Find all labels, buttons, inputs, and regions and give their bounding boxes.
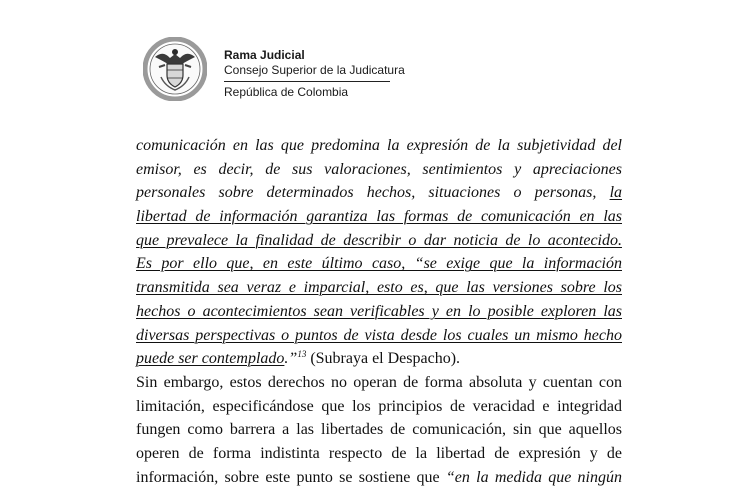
footnote-reference: 13 xyxy=(297,349,307,360)
quoted-paragraph xyxy=(136,134,622,371)
body-paragraph xyxy=(136,371,622,489)
underlined-line: que prevalece la finalidad de describir o dar noticia de lo acontecido. xyxy=(136,231,622,249)
letterhead xyxy=(143,37,403,101)
institution-name-block xyxy=(224,48,405,100)
closing-quote: .” xyxy=(284,350,298,368)
text-line: emisor, es decir, de sus valoraciones, sentimientos y apreciaciones xyxy=(136,160,622,178)
text-line: operen de forma indistinta respecto de la libertad de expresión y de xyxy=(136,445,622,463)
text-line xyxy=(136,181,622,205)
underlined-line: libertad de información garantiza las formas de comunicación en las xyxy=(136,208,622,226)
underlined-line: Es por ello que, en este último caso, “se exige que la información xyxy=(136,255,622,273)
text-line: fungen como barrera a las libertades de comunicación, sin que aquellos xyxy=(136,421,622,439)
underlined-segment: puede ser contemplado xyxy=(136,350,285,368)
text-segment: información, sobre este punto se sostiene que xyxy=(136,468,440,486)
text-line: comunicación en las que predomina la expresión de la subjetividad del xyxy=(136,137,622,154)
coat-of-arms-seal-icon xyxy=(143,37,207,101)
underlined-segment: la xyxy=(609,184,623,202)
text-line: limitación, especificándose que los principios de veracidad e integridad xyxy=(136,397,622,415)
text-line xyxy=(136,347,622,371)
institution-line-rama-judicial: Rama Judicial xyxy=(224,48,305,62)
text-line: Sin embargo, estos derechos no operan de forma absoluta y cuentan con xyxy=(136,374,622,391)
underlined-line: hechos o acontecimientos sean verificables y en lo posible exploren las xyxy=(136,302,622,320)
institution-line-consejo: Consejo Superior de la Judicatura xyxy=(224,63,390,82)
institution-line-republica: República de Colombia xyxy=(224,85,349,99)
underlined-line: diversas perspectivas o puntos de vista desde los cuales un mismo hecho xyxy=(136,326,622,344)
text-segment: personales sobre determinados hechos, situaciones o personas, xyxy=(136,184,597,202)
underlined-line: transmitida sea veraz e imparcial, esto es, que las versiones sobre los xyxy=(136,279,622,297)
emphasis-note: (Subraya el Despacho). xyxy=(310,350,461,368)
quoted-segment: “en la medida que ningún xyxy=(445,468,622,486)
